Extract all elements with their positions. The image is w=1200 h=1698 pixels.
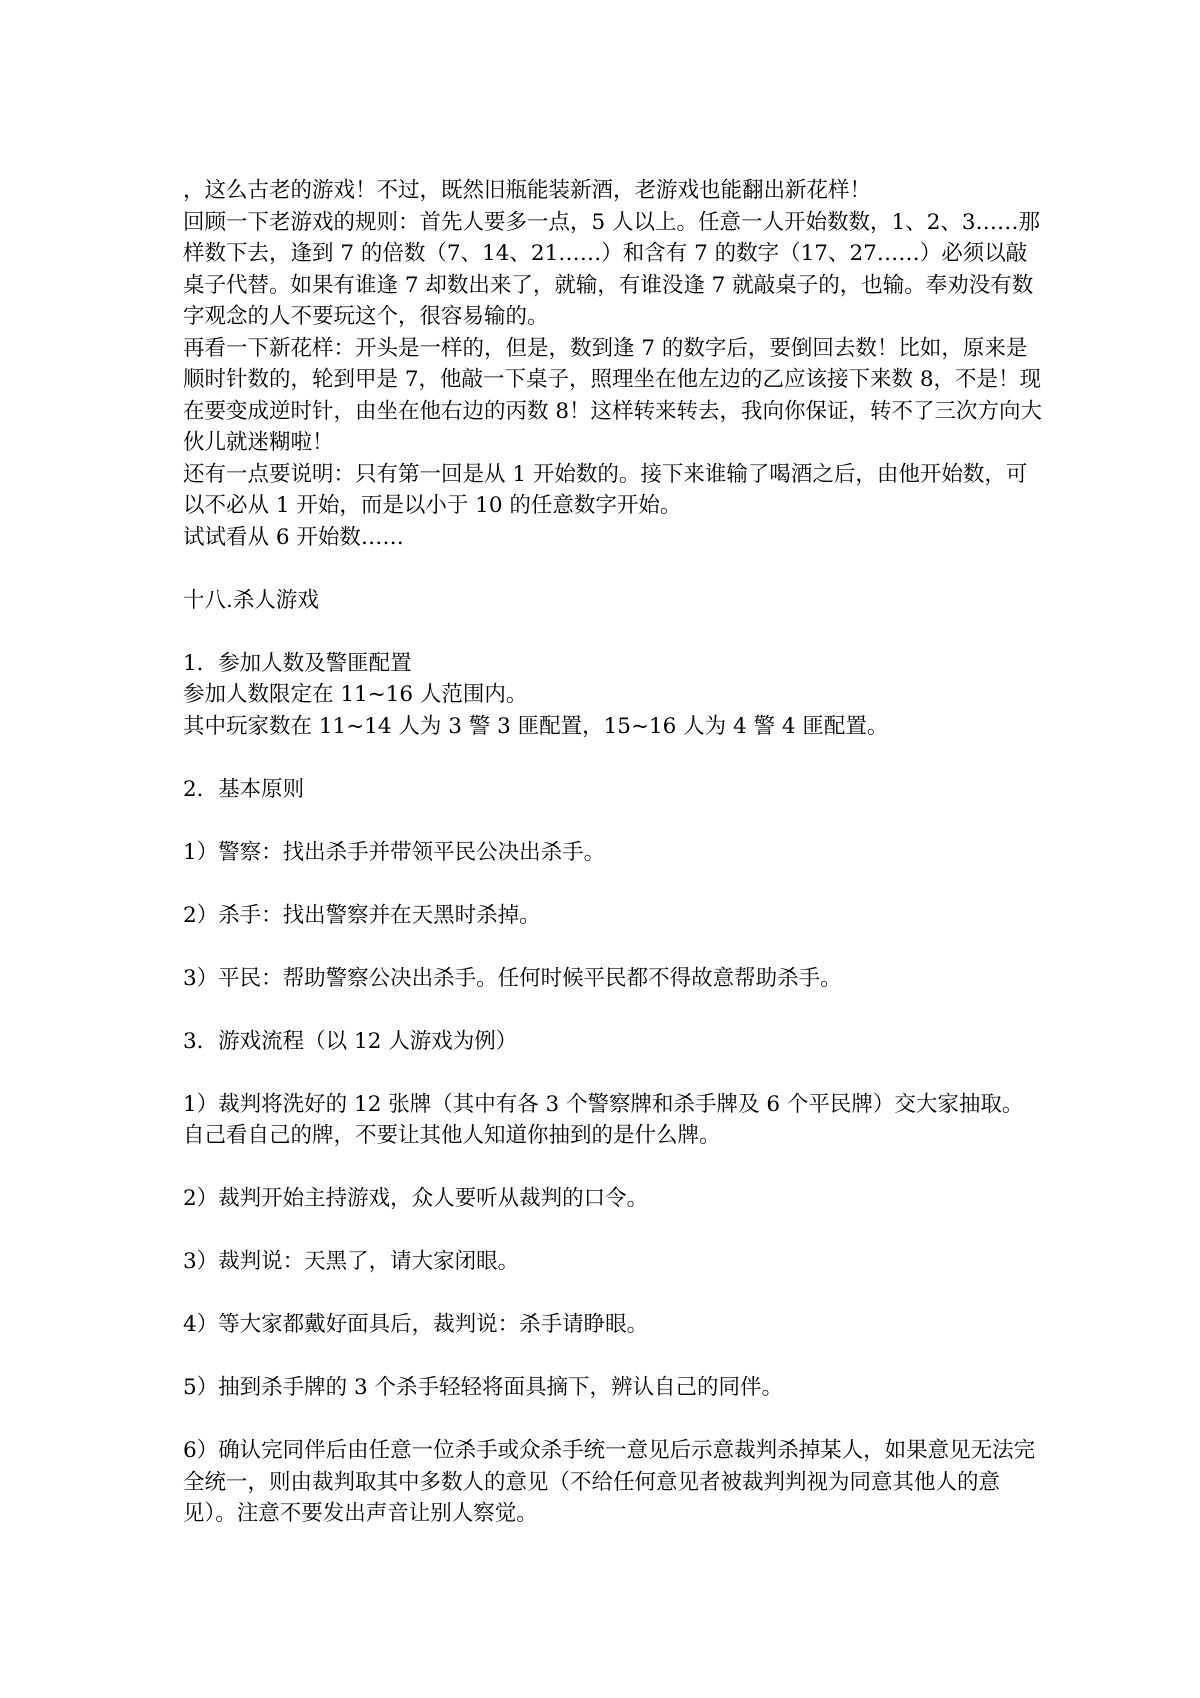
blank-line <box>183 742 1043 774</box>
paragraph-player-count: 参加人数限定在 11~16 人范围内。 <box>183 682 528 707</box>
document-body <box>183 175 1043 1530</box>
blank-line <box>183 994 1043 1026</box>
blank-line <box>183 1278 1043 1310</box>
blank-line <box>183 1152 1043 1184</box>
paragraph-old-rules: 回顾一下老游戏的规则：首先人要多一点，5 人以上。任意一人开始数数，1、2、3……那样数下去，逢到 7 的倍数（7、14、21……）和含有 7 的数字（17、27……）必须以敲桌子代替。如果有谁逢 7 却数出来了，就输，有谁没逢 7 就敲桌子的，也输。奉劝没有数字观念的人不要玩这个，很容易输的。 <box>183 209 1041 329</box>
subheading-game-flow: 3．游戏流程（以 12 人游戏为例） <box>183 1028 518 1054</box>
flow-step-4: 4）等大家都戴好面具后，裁判说：杀手请睁眼。 <box>183 1312 649 1337</box>
flow-step-1: 1）裁判将洗好的 12 张牌（其中有各 3 个警察牌和杀手牌及 6 个平民牌）交大家抽取。自己看自己的牌，不要让其他人知道你抽到的是什么牌。 <box>183 1091 1024 1148</box>
subheading-players: 1．参加人数及警匪配置 <box>183 650 412 676</box>
blank-line <box>183 553 1043 585</box>
blank-line <box>183 1057 1043 1089</box>
rule-killer: 2）杀手：找出警察并在天黑时杀掉。 <box>183 902 541 928</box>
paragraph-try-six: 试试看从 6 开始数…… <box>183 524 404 550</box>
blank-line <box>183 1341 1043 1373</box>
paragraph-intro: ，这么古老的游戏！不过，既然旧瓶能装新酒，老游戏也能翻出新花样！ <box>183 178 872 203</box>
blank-line <box>183 931 1043 963</box>
blank-line <box>183 1215 1043 1247</box>
blank-line <box>183 805 1043 837</box>
blank-line <box>183 1404 1043 1436</box>
paragraph-start-note: 还有一点要说明：只有第一回是从 1 开始数的。接下来谁输了喝酒之后，由他开始数，可以不必从 1 开始，而是以小于 10 的任意数字开始。 <box>183 461 1028 518</box>
flow-step-2: 2）裁判开始主持游戏，众人要听从裁判的口令。 <box>183 1186 649 1211</box>
section-heading-killer-game: 十八.杀人游戏 <box>183 587 319 613</box>
subheading-basic-rules: 2．基本原则 <box>183 776 305 802</box>
rule-civilian: 3）平民：帮助警察公决出杀手。任何时候平民都不得故意帮助杀手。 <box>183 965 842 991</box>
rule-police: 1）警察：找出杀手并带领平民公决出杀手。 <box>183 839 606 865</box>
flow-step-3: 3）裁判说：天黑了，请大家闭眼。 <box>183 1249 520 1274</box>
blank-line <box>183 868 1043 900</box>
flow-step-6: 6）确认完同伴后由任意一位杀手或众杀手统一意见后示意裁判杀掉某人，如果意见无法完全统一，则由裁判取其中多数人的意见（不给任何意见者被裁判判视为同意其他人的意见）。注意不要发出声音让别人察觉。 <box>183 1438 1036 1526</box>
paragraph-role-config: 其中玩家数在 11~14 人为 3 警 3 匪配置，15~16 人为 4 警 4 匪配置。 <box>183 713 889 739</box>
paragraph-new-variation: 再看一下新花样：开头是一样的，但是，数到逢 7 的数字后，要倒回去数！比如，原来是顺时针数的，轮到甲是 7，他敲一下桌子，照理坐在他左边的乙应该接下来数 8，不是！现在要变成逆时针，由坐在他右边的丙数 8！这样转来转去，我向你保证，转不了三次方向大伙儿就迷糊啦！ <box>183 335 1043 455</box>
flow-step-5: 5）抽到杀手牌的 3 个杀手轻轻将面具摘下，辨认自己的同伴。 <box>183 1375 784 1400</box>
blank-line <box>183 616 1043 648</box>
